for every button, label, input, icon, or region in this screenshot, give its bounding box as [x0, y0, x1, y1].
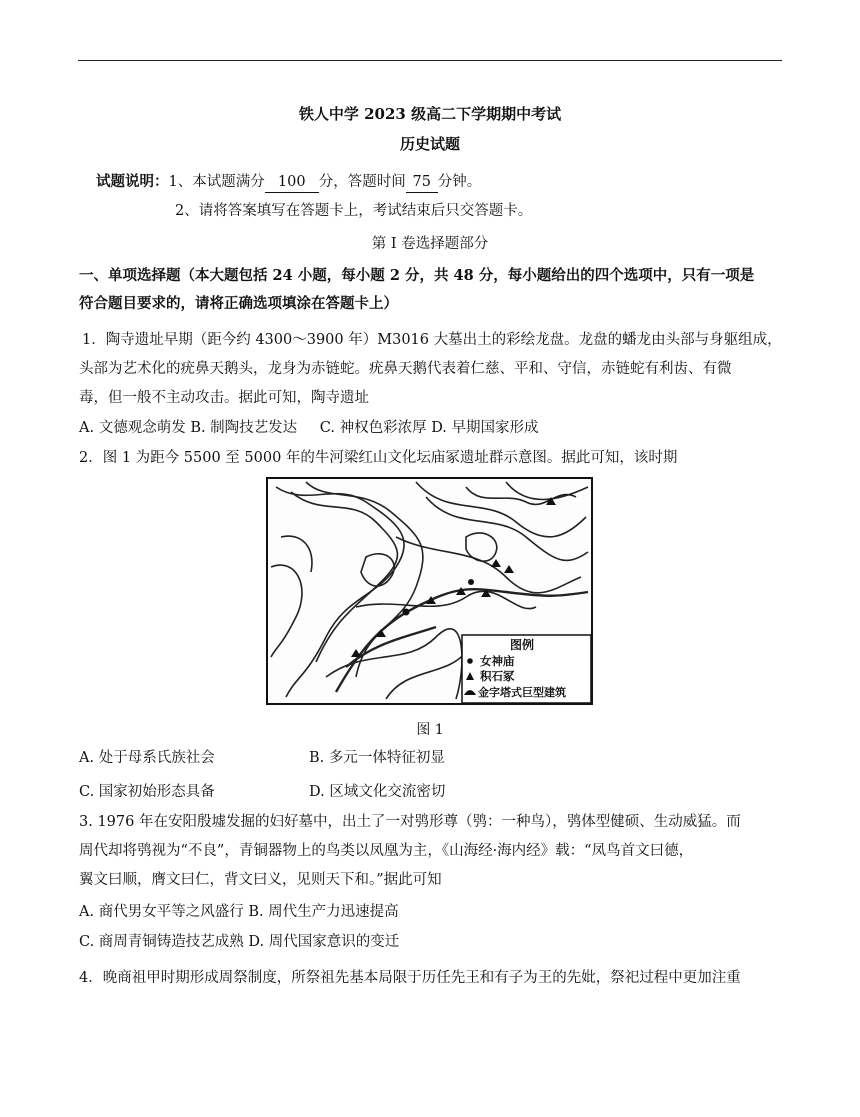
q2-option-a: A. 处于母系氏族社会 [79, 750, 215, 766]
instructions-line-2: 2、请将答案填写在答题卡上，考试结束后只交答题卡。 [175, 203, 533, 219]
legend-title: 图例 [510, 638, 535, 652]
subject-title: 历史试题 [399, 135, 460, 153]
q3-option-c: C. 商周青铜铸造技艺成熟 [79, 934, 244, 950]
q3-option-b: B. 周代生产力迅速提高 [248, 904, 399, 920]
legend-item-mound: 积石冢 [480, 669, 515, 683]
legend-item-pyramid: 金字塔式巨型建筑 [478, 686, 566, 699]
q2-option-b: B. 多元一体特征初显 [309, 750, 445, 766]
q2-stem: 2．图 1 为距今 5500 至 5000 年的牛河梁红山文化坛庙冢遗址群示意图。据此可知，该时期 [79, 450, 678, 466]
q3-options-row-1 [79, 902, 399, 922]
q1-option-c: C. 神权色彩浓厚 [319, 420, 427, 436]
q1-line-2: 头部为艺术化的疣鼻天鹅头，龙身为赤链蛇。疣鼻天鹅代表着仁慈、平和、守信，赤链蛇有利齿、有微 [79, 361, 732, 377]
q3-options-row-2 [79, 932, 399, 952]
q2-option-c: C. 国家初始形态具备 [79, 784, 215, 800]
q3-option-a: A. 商代男女平等之风盛行 [79, 904, 244, 920]
school-title: 铁人中学 2023 级高二下学期期中考试 [298, 105, 562, 123]
full-score: 100 [265, 172, 319, 193]
q1-option-a: A. 文德观念萌发 [79, 420, 186, 436]
q1-line-3: 毒，但一般不主动攻击。据此可知，陶寺遗址 [79, 390, 369, 406]
instructions-line-1: 试题说明：1、本试题满分 100 分，答题时间 75 分钟。 [96, 172, 481, 193]
header-rule [78, 60, 782, 61]
q4-line-1: 4．晚商祖甲时期形成周祭制度，所祭祖先基本局限于历任先王和有子为王的先妣，祭祀过程中更加注重 [79, 970, 741, 986]
part-one-line-1: 一、单项选择题（本大题包括 24 小题，每小题 2 分，共 48 分，每小题给出的四个选项中，只有一项是 [79, 267, 755, 284]
temple-dot-icon [467, 658, 473, 664]
q3-line-1: 3. 1976 年在安阳殷墟发掘的妇好墓中，出土了一对鸮形尊（鸮：一种鸟），鸮体型健硕、生动威猛。而 [79, 814, 741, 830]
instructions-label: 试题说明： [96, 173, 169, 190]
q1-line-1: 1．陶寺遗址早期（距今约 4300～3900 年）M3016 大墓出土的彩绘龙盘。龙盘的蟠龙由头部与身躯组成， [82, 332, 782, 348]
exam-time: 75 [406, 172, 438, 193]
part-one-line-2: 符合题目要求的，请将正确选项填涂在答题卡上） [79, 295, 398, 312]
q1-option-d: D. 早期国家形成 [431, 420, 539, 436]
q1-options [79, 418, 539, 438]
q3-line-2: 周代却将鸮视为“不良”，青铜器物上的鸟类以凤凰为主，《山海经·海内经》载：“凤鸟首文曰德， [79, 843, 694, 859]
legend-item-temple: 女神庙 [480, 654, 515, 668]
q3-option-d: D. 周代国家意识的变迁 [248, 934, 400, 950]
site-map-figure [266, 477, 593, 705]
section-title: 第 I 卷选择题部分 [371, 236, 489, 252]
q1-option-b: B. 制陶技艺发达 [190, 420, 298, 436]
q2-option-d: D. 区域文化交流密切 [309, 784, 446, 800]
figure-caption: 图 1 [416, 722, 444, 738]
q3-line-3: 翼文曰顺，膺文曰仁，背文曰义，见则天下和。”据此可知 [79, 872, 442, 888]
